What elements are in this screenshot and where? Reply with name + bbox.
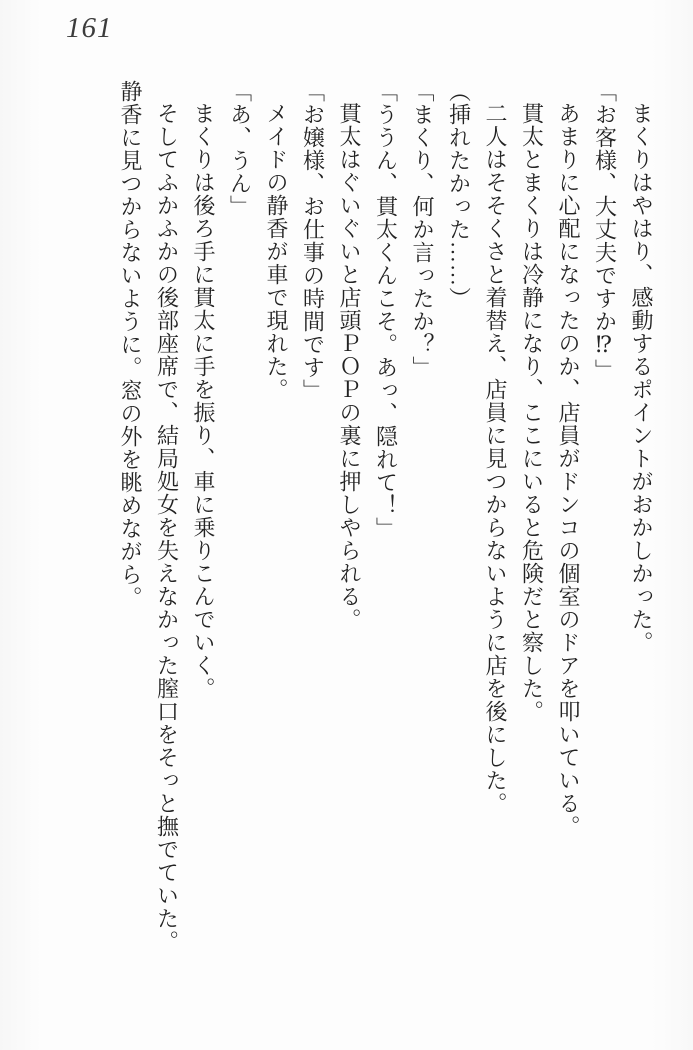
paragraph-line: 「ううん、貫太くんこそ。あっ、隠れて！」 (373, 80, 399, 540)
paragraph-line: メイドの静香が車で現れた。 (264, 102, 289, 401)
paragraph-line: （挿れたかった……） (446, 80, 472, 310)
vertical-text-block (112, 80, 660, 990)
paragraph-line: あまりに心配になったのか、店員がドンコの個室のドアを叩いている。 (556, 102, 581, 838)
paragraph-line: 貫太はぐいぐいと店頭ＰＯＰの裏に押しやられる。 (337, 102, 362, 631)
paragraph-line: 貫太とまくりは冷静になり、ここにいると危険だと察した。 (519, 102, 545, 723)
paragraph-line: 二人はそそくさと着替え、店員に見つからないように店を後にした。 (483, 102, 508, 815)
paragraph-line: 「まくり、何か言ったか？」 (410, 80, 435, 379)
paragraph-line: 静香に見つからないように。窓の外を眺めながら。 (118, 80, 143, 609)
paragraph-line: まくりはやはり、感動するポイントがおかしかった。 (629, 102, 654, 654)
paragraph-line: そしてふかふかの後部座席で、結局処女を失えなかった膣口をそっと撫でていた。 (154, 102, 180, 953)
paragraph-line: 「お客様、大丈夫ですか⁉」 (592, 80, 618, 382)
page-number: 161 (66, 12, 113, 44)
paragraph-line: 「お嬢様、お仕事の時間です」 (300, 80, 326, 402)
paragraph-line: 「あ、うん」 (227, 80, 253, 218)
paragraph-line: まくりは後ろ手に貫太に手を振り、車に乗りこんでいく。 (191, 102, 216, 700)
